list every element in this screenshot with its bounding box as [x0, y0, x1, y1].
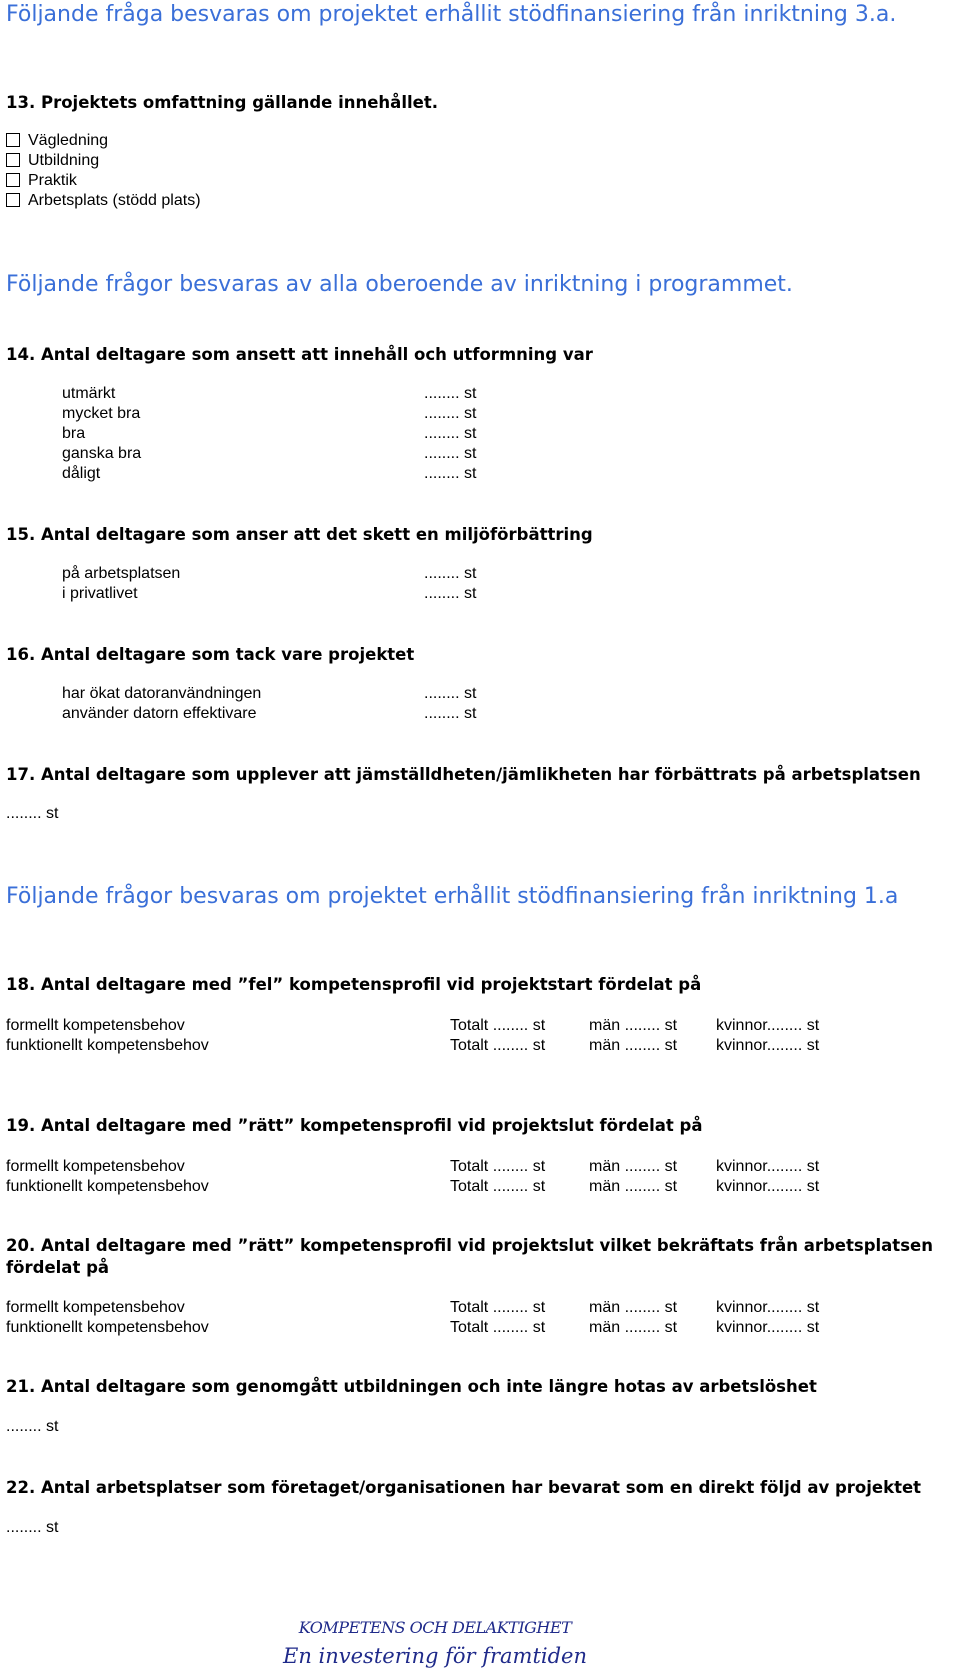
answer-label: formellt kompetensbehov [6, 1158, 185, 1175]
question-21-title: 21. Antal deltagare som genomgått utbildningen och inte längre hotas av arbetslöshet [6, 1377, 817, 1396]
checkbox-icon[interactable] [6, 133, 20, 147]
answer-label: bra [62, 425, 86, 442]
answer-total: Totalt ........ st [450, 1037, 546, 1054]
answer-label: ganska bra [62, 445, 142, 462]
answer-label: utmärkt [62, 385, 116, 402]
question-18-title: 18. Antal deltagare med ”fel” kompetensprofil vid projektstart fördelat på [6, 975, 702, 994]
question-20-title-cont: fördelat på [6, 1258, 110, 1277]
answer-total: Totalt ........ st [450, 1178, 546, 1195]
answer-count: ........ st [424, 445, 477, 462]
answer-count: ........ st [6, 1519, 59, 1536]
answer-label: använder datorn effektivare [62, 705, 257, 722]
question-19-title: 19. Antal deltagare med ”rätt” kompetensprofil vid projektslut fördelat på [6, 1116, 703, 1135]
answer-total: Totalt ........ st [450, 1299, 546, 1316]
question-13-title: 13. Projektets omfattning gällande innehållet. [6, 93, 438, 112]
answer-label: dåligt [62, 465, 101, 482]
answer-label: formellt kompetensbehov [6, 1017, 185, 1034]
answer-total: Totalt ........ st [450, 1319, 546, 1336]
question-22-title: 22. Antal arbetsplatser som företaget/organisationen har bevarat som en direkt följd av projektet [6, 1478, 922, 1497]
answer-women: kvinnor........ st [716, 1299, 820, 1316]
question-17-title: 17. Antal deltagare som upplever att jämställdheten/jämlikheten har förbättrats på arbetsplatsen [6, 765, 921, 784]
answer-label: i privatlivet [62, 585, 138, 602]
answer-label: mycket bra [62, 405, 141, 422]
answer-total: Totalt ........ st [450, 1017, 546, 1034]
answer-label: funktionellt kompetensbehov [6, 1037, 209, 1054]
answer-men: män ........ st [589, 1178, 678, 1195]
checkbox-option-vagledning[interactable]: Vägledning [6, 132, 108, 150]
question-15-title: 15. Antal deltagare som anser att det skett en miljöförbättring [6, 525, 593, 544]
checkbox-option-arbetsplats[interactable]: Arbetsplats (stödd plats) [6, 192, 201, 210]
question-14-title: 14. Antal deltagare som ansett att innehåll och utformning var [6, 345, 593, 364]
answer-label: har ökat datoranvändningen [62, 685, 262, 702]
answer-count: ........ st [424, 685, 477, 702]
answer-women: kvinnor........ st [716, 1158, 820, 1175]
answer-count: ........ st [424, 425, 477, 442]
answer-count: ........ st [424, 385, 477, 402]
checkbox-option-utbildning[interactable]: Utbildning [6, 152, 99, 170]
answer-men: män ........ st [589, 1299, 678, 1316]
question-20-title: 20. Antal deltagare med ”rätt” kompetensprofil vid projektslut vilket bekräftats från arbetsplatsen [6, 1236, 933, 1255]
section-heading-1a: Följande frågor besvaras om projektet erhållit stödfinansiering från inriktning 1.a [6, 884, 899, 909]
answer-label: funktionellt kompetensbehov [6, 1178, 209, 1195]
checkbox-icon[interactable] [6, 153, 20, 167]
checkbox-option-praktik[interactable]: Praktik [6, 172, 77, 190]
answer-men: män ........ st [589, 1037, 678, 1054]
answer-women: kvinnor........ st [716, 1178, 820, 1195]
answer-women: kvinnor........ st [716, 1017, 820, 1034]
answer-women: kvinnor........ st [716, 1037, 820, 1054]
footer-tagline-bottom: En investering för framtiden [282, 1644, 588, 1668]
answer-count: ........ st [424, 565, 477, 582]
answer-count: ........ st [6, 1418, 59, 1435]
answer-men: män ........ st [589, 1017, 678, 1034]
answer-total: Totalt ........ st [450, 1158, 546, 1175]
footer-tagline-top: KOMPETENS OCH DELAKTIGHET [298, 1618, 572, 1637]
section-heading-all: Följande frågor besvaras av alla oberoende av inriktning i programmet. [6, 272, 793, 297]
answer-count: ........ st [6, 805, 59, 822]
answer-count: ........ st [424, 705, 477, 722]
answer-men: män ........ st [589, 1158, 678, 1175]
answer-count: ........ st [424, 465, 477, 482]
answer-men: män ........ st [589, 1319, 678, 1336]
question-16-title: 16. Antal deltagare som tack vare projektet [6, 645, 415, 664]
answer-women: kvinnor........ st [716, 1319, 820, 1336]
checkbox-icon[interactable] [6, 193, 20, 207]
answer-label: på arbetsplatsen [62, 565, 181, 582]
section-heading-3a: Följande fråga besvaras om projektet erhållit stödfinansiering från inriktning 3.a. [6, 2, 897, 27]
answer-label: funktionellt kompetensbehov [6, 1319, 209, 1336]
answer-count: ........ st [424, 585, 477, 602]
answer-label: formellt kompetensbehov [6, 1299, 185, 1316]
checkbox-icon[interactable] [6, 173, 20, 187]
answer-count: ........ st [424, 405, 477, 422]
